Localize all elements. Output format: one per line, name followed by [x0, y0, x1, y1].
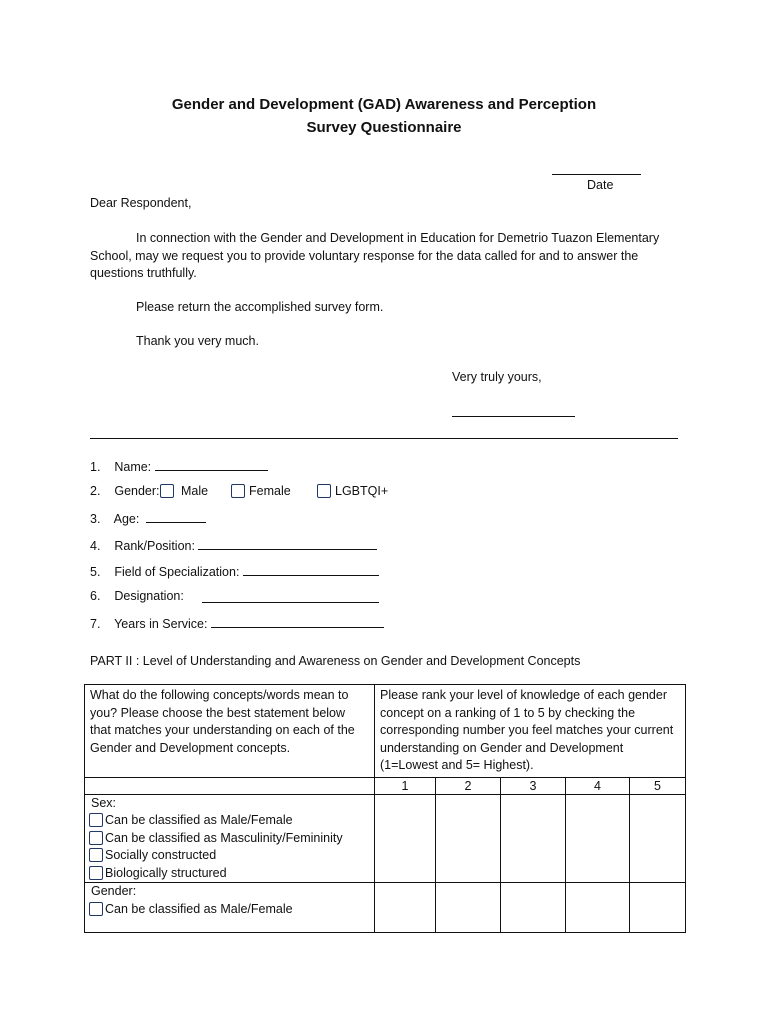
- question-number: 2.: [90, 484, 101, 498]
- sex-label: Sex:: [91, 795, 117, 810]
- sex-option-1-label: Can be classified as Male/Female: [105, 813, 293, 827]
- question-field: [90, 563, 379, 579]
- field-label: Field of Specialization:: [114, 565, 240, 579]
- thanks-note: Thank you very much.: [136, 334, 259, 348]
- closing: Very truly yours,: [452, 370, 542, 384]
- question-rank: [90, 537, 377, 553]
- sex-option-1-checkbox[interactable]: [89, 813, 103, 827]
- name-input[interactable]: [155, 458, 268, 471]
- sex-option-3-checkbox[interactable]: [89, 848, 103, 862]
- gender-concept-cell: [85, 883, 375, 933]
- age-input[interactable]: [146, 510, 206, 523]
- section-divider: [90, 438, 678, 439]
- question-number: 5.: [90, 565, 101, 579]
- question-number: 4.: [90, 539, 101, 553]
- survey-title-line2: Survey Questionnaire: [306, 119, 462, 136]
- designation-label: Designation:: [114, 589, 184, 603]
- ranking-instructions: Please rank your level of knowledge of each gender concept on a ranking of 1 to 5 by checking the corresponding number you feel matches your current understanding on Gender and Development (1=Lowest and 5= Highest).: [375, 685, 686, 778]
- question-gender: [90, 484, 160, 498]
- sex-option-3-label: Socially constructed: [105, 848, 217, 862]
- part2-title: PART II : Level of Understanding and Awareness on Gender and Development Concepts: [90, 654, 581, 668]
- gender-concept-label: Gender:: [91, 884, 137, 898]
- gender-male-checkbox[interactable]: [160, 484, 174, 498]
- question-years: [90, 615, 384, 631]
- gender-option-1-label: Can be classified as Male/Female: [105, 901, 293, 916]
- gender-option-1-checkbox[interactable]: [89, 902, 103, 916]
- rank-1-header: 1: [375, 777, 436, 794]
- blank-header-cell: [85, 777, 375, 794]
- question-number: 3.: [90, 512, 101, 526]
- gender-female-checkbox[interactable]: [231, 484, 245, 498]
- concept-ranking-table: [84, 684, 686, 933]
- sex-option-4-label: Biologically structured: [105, 865, 227, 880]
- date-field[interactable]: [552, 162, 641, 175]
- question-number: 7.: [90, 617, 101, 631]
- gender-female-label: Female: [249, 484, 291, 498]
- sex-rank-1-cell[interactable]: [375, 794, 436, 883]
- question-age: [90, 510, 206, 526]
- gender-lgbtqi-label: LGBTQI+: [335, 484, 389, 498]
- question-number: 1.: [90, 460, 101, 474]
- gender-rank-1-cell[interactable]: [375, 883, 436, 933]
- age-label: Age:: [113, 512, 140, 526]
- sex-rank-2-cell[interactable]: [436, 794, 501, 883]
- sex-rank-4-cell[interactable]: [566, 794, 630, 883]
- years-label: Years in Service:: [114, 617, 208, 631]
- gender-rank-2-cell[interactable]: [436, 883, 501, 933]
- name-label: Name:: [114, 460, 152, 474]
- salutation: Dear Respondent,: [90, 196, 192, 210]
- sex-option-4-checkbox[interactable]: [89, 866, 103, 880]
- gender-rank-3-cell[interactable]: [501, 883, 566, 933]
- years-input[interactable]: [211, 615, 384, 628]
- gender-male-label: Male: [181, 484, 209, 498]
- sex-concept-cell: [85, 794, 375, 883]
- question-name: [90, 458, 268, 474]
- return-note: Please return the accomplished survey form.: [136, 300, 384, 314]
- sex-option-2-checkbox[interactable]: [89, 831, 103, 845]
- rank-2-header: 2: [436, 777, 501, 794]
- rank-5-header: 5: [630, 777, 686, 794]
- gender-lgbtqi-checkbox[interactable]: [317, 484, 331, 498]
- question-number: 6.: [90, 589, 101, 603]
- concept-instructions: What do the following concepts/words mean to you? Please choose the best statement below that matches your understanding on each of the Gender and Development concepts.: [85, 685, 375, 778]
- rank-4-header: 4: [566, 777, 630, 794]
- question-designation: [90, 589, 184, 603]
- sex-rank-5-cell[interactable]: [630, 794, 686, 883]
- gender-label: Gender:: [114, 484, 160, 498]
- letter-body: In connection with the Gender and Development in Education for Demetrio Tuazon Elementary School, may we request you to provide voluntary response for the data called for and to answer the questions truthfully.: [90, 231, 660, 280]
- survey-title-line1: Gender and Development (GAD) Awareness and Perception: [171, 96, 597, 113]
- rank-label: Rank/Position:: [114, 539, 195, 553]
- rank-input[interactable]: [198, 537, 377, 550]
- sex-option-2-label: Can be classified as Masculinity/Femininity: [105, 830, 343, 845]
- sex-rank-3-cell[interactable]: [501, 794, 566, 883]
- gender-rank-5-cell[interactable]: [630, 883, 686, 933]
- rank-3-header: 3: [501, 777, 566, 794]
- field-input[interactable]: [243, 563, 379, 576]
- designation-input[interactable]: [202, 590, 379, 603]
- signature-line[interactable]: [452, 404, 575, 417]
- date-label: Date: [587, 178, 614, 192]
- gender-rank-4-cell[interactable]: [566, 883, 630, 933]
